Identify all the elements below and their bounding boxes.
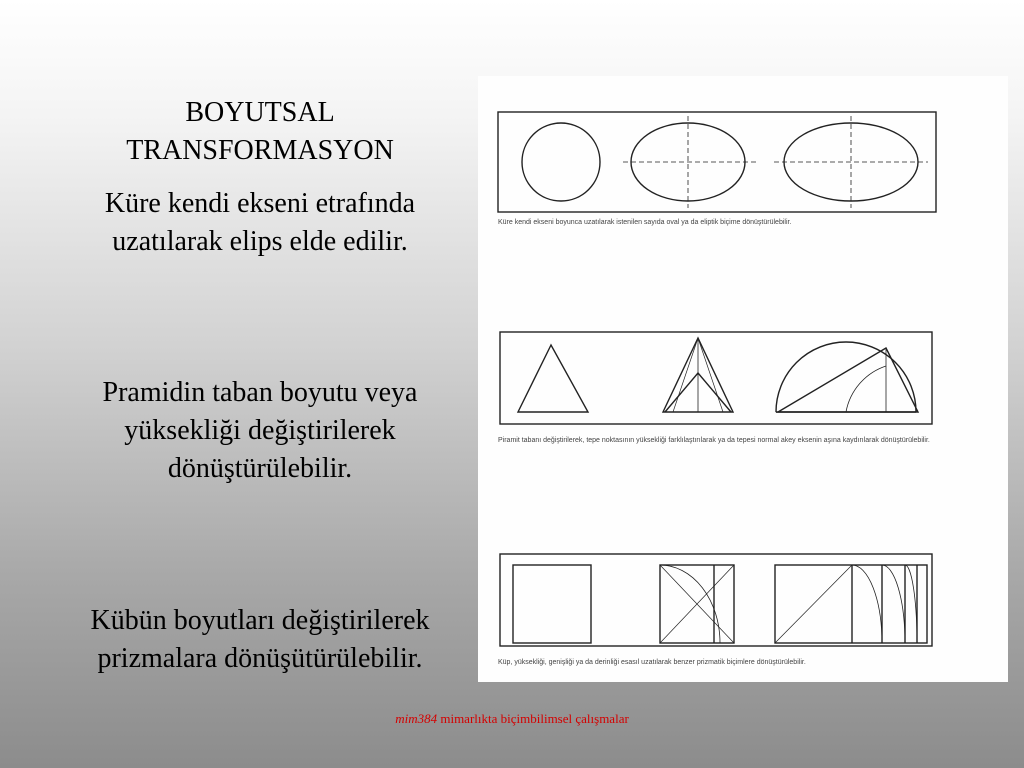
- paragraph-sphere-line-2: uzatılarak elips elde edilir.: [112, 226, 408, 257]
- paragraph-pyramid-line-3: dönüştürülebilir.: [167, 453, 353, 484]
- paragraph-sphere: [40, 185, 480, 261]
- pyramid-caption: Piramit tabanı değiştirilerek, tepe noktasının yüksekliği farklılaştırılarak ya da tepesi normal akey eksenin aşına kaydırılarak dönüştürülebilir.: [498, 437, 930, 444]
- title-line-1: BOYUTSAL: [185, 97, 335, 128]
- course-name: mimarlıkta biçimbilimsel çalışmalar: [440, 711, 629, 726]
- prism-wide: [775, 565, 927, 643]
- paragraph-cube: [40, 602, 480, 678]
- paragraph-sphere-line-1: Küre kendi ekseni etrafında: [104, 188, 416, 219]
- sphere-caption: Küre kendi ekseni boyunca uzatılarak istenilen sayıda oval ya da eliptik biçime dönüştürülebilir.: [498, 219, 792, 226]
- cube-frame: [500, 554, 932, 646]
- transformation-drawing: [478, 76, 1008, 682]
- title-line-2: TRANSFORMASYON: [126, 135, 394, 166]
- paragraph-pyramid-line-1: Pramidin taban boyutu veya: [102, 377, 418, 408]
- paragraph-cube-line-2: prizmalara dönüşütürülebilir.: [97, 643, 423, 674]
- slide-footer: [0, 711, 1024, 727]
- paragraph-pyramid: [40, 374, 480, 488]
- paragraph-cube-line-1: Kübün boyutları değiştirilerek: [90, 605, 430, 636]
- sphere-circle: [522, 123, 600, 201]
- cube-caption: Küp, yüksekliği, genişliği ya da derinliği esasıl uzatılarak benzer prizmatik biçimlere dönüştürülebilir.: [498, 659, 806, 666]
- paragraph-pyramid-line-2: yüksekliği değiştirilerek: [124, 415, 396, 446]
- transformation-figure: [478, 76, 1008, 682]
- pyramid-shifted: [778, 348, 918, 412]
- course-code: mim384: [395, 711, 438, 726]
- cube-square: [513, 565, 591, 643]
- slide-title: [40, 94, 480, 170]
- pyramid-triangle: [518, 345, 588, 412]
